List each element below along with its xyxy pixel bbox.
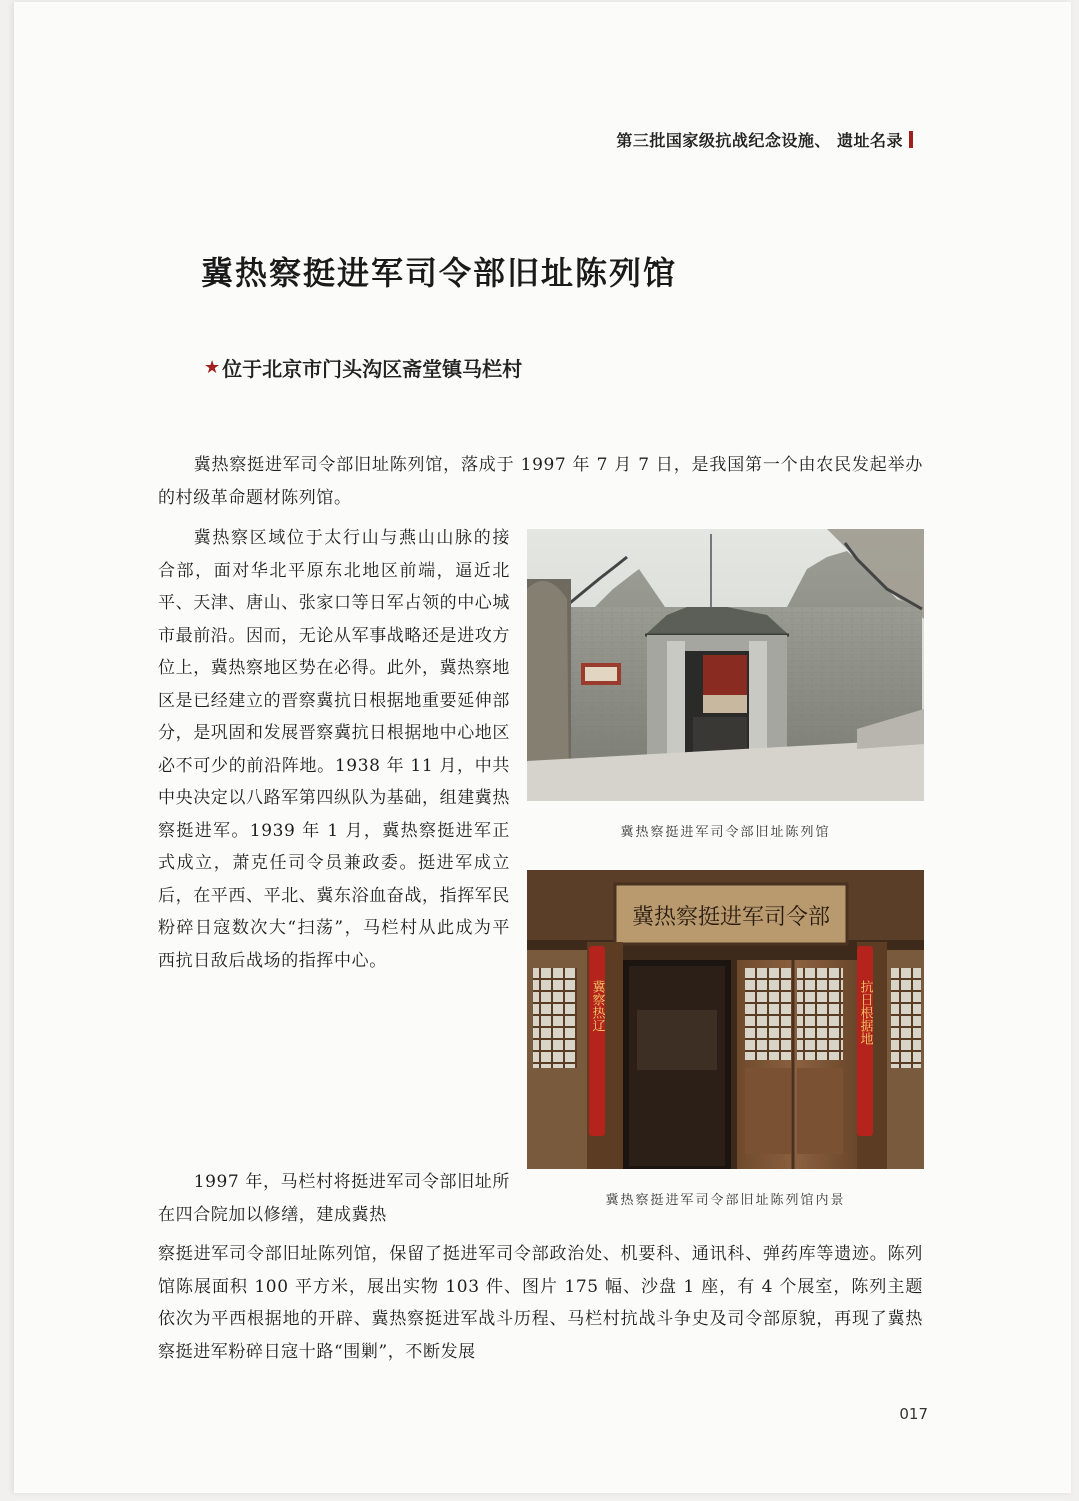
interior-photo xyxy=(527,870,924,1169)
running-head-text: 第三批国家级抗战纪念设施、 遗址名录 xyxy=(616,131,903,150)
paragraph-restoration-continued-text: 察挺进军司令部旧址陈列馆，保留了挺进军司令部政治处、机要科、通讯科、弹药库等遗迹。陈列馆陈展面积 100 平方米，展出实物 103 件、图片 175 幅、沙盘 1 座，有 4 个展室，陈列主题依次为平西根据地的开辟、冀热察挺进军战斗历程、马栏村抗战斗争史及司令部原貌，再现了冀热察挺进军粉碎日寇十路“围剿”，不断发展 xyxy=(158,1244,923,1362)
figure-interior xyxy=(527,870,924,1208)
paragraph-intro-text: 冀热察挺进军司令部旧址陈列馆，落成于 1997 年 7 月 7 日，是我国第一个由农民发起举办的村级革命题材陈列馆。 xyxy=(158,455,923,508)
page-title: 冀热察挺进军司令部旧址陈列馆 xyxy=(201,254,678,292)
paragraph-background xyxy=(158,522,510,977)
couplet-left-text: 冀察热辽 xyxy=(589,980,605,1032)
figure-exterior xyxy=(527,529,924,840)
paragraph-intro xyxy=(158,449,923,514)
star-icon: ★ xyxy=(204,357,221,378)
running-head xyxy=(616,128,913,151)
page-number: 017 xyxy=(899,1405,928,1423)
caption-exterior: 冀热察挺进军司令部旧址陈列馆 xyxy=(620,825,831,840)
location-text: 位于北京市门头沟区斋堂镇马栏村 xyxy=(222,357,523,381)
plaque-text: 冀热察挺进军司令部 xyxy=(631,905,831,930)
location-line xyxy=(204,353,522,382)
caption-interior: 冀热察挺进军司令部旧址陈列馆内景 xyxy=(605,1193,846,1208)
book-page xyxy=(14,2,1071,1493)
paragraph-restoration-text: 1997 年，马栏村将挺进军司令部旧址所在四合院加以修缮，建成冀热 xyxy=(158,1172,510,1225)
paragraph-restoration xyxy=(158,1166,510,1231)
paragraph-background-text: 冀热察区域位于太行山与燕山山脉的接合部，面对华北平原东北地区前端，逼近北平、天津、唐山、张家口等日军占领的中心城市最前沿。因而，无论从军事战略还是进攻方位上，冀热察地区势在必得。此外，冀热察地区是已经建立的晋察冀抗日根据地重要延伸部分，是巩固和发展晋察冀抗日根据地中心地区必不可少的前沿阵地。1938 年 11 月，中共中央决定以八路军第四纵队为基础，组建冀热察挺进军。1939 年 1 月，冀热察挺进军正式成立，萧克任司令员兼政委。挺进军成立后，在平西、平北、冀东浴血奋战，指挥军民粉碎日寇数次大“扫荡”，马栏村从此成为平西抗日敌后战场的指挥中心。 xyxy=(158,528,510,971)
running-head-bar xyxy=(909,131,913,148)
couplet-right-text: 抗日根据地 xyxy=(857,980,873,1045)
paragraph-restoration-continued xyxy=(158,1238,923,1368)
exterior-photo xyxy=(527,529,924,801)
